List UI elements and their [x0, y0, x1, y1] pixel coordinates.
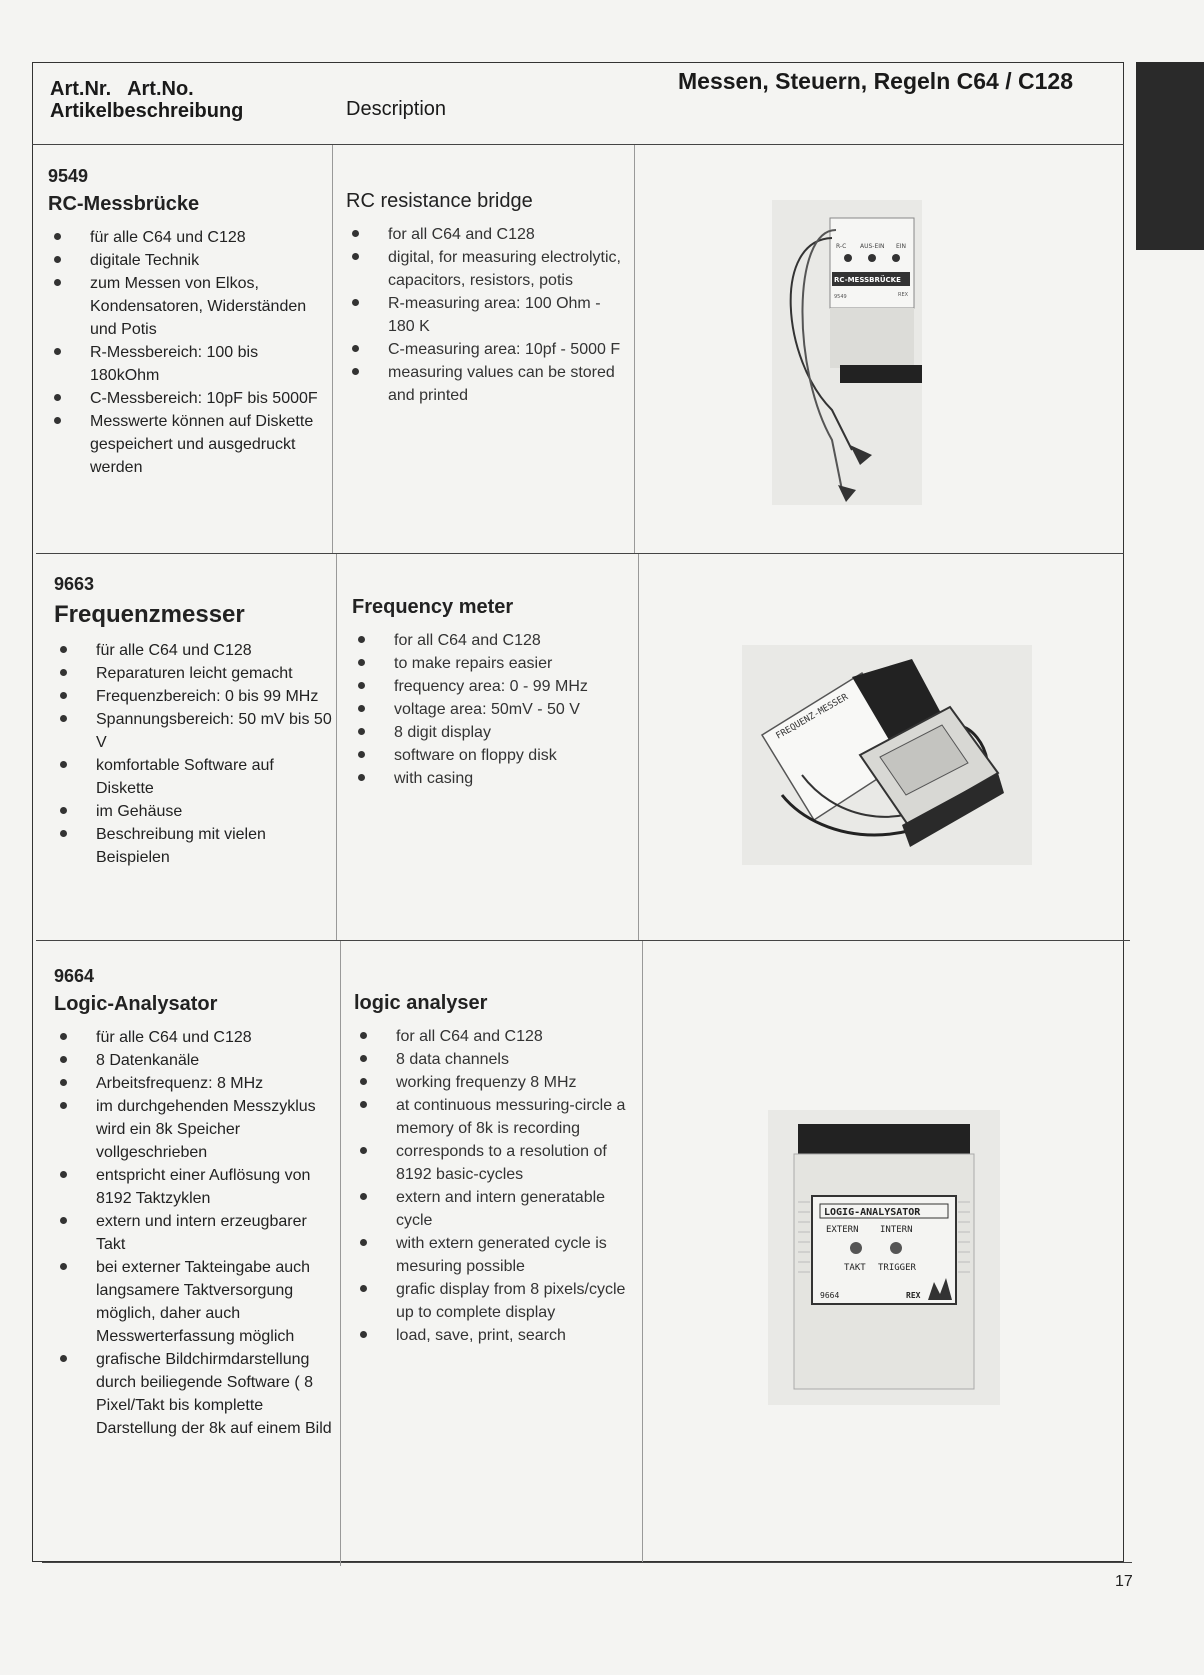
photo-label: AUS-EIN [860, 243, 885, 250]
col-divider [638, 554, 639, 940]
photo-label: FREQUENZ-MESSER [774, 692, 850, 742]
feature-de: komfortable Software auf Diskette [54, 754, 334, 800]
photo-label: REX [906, 1291, 921, 1300]
feature-en: R-measuring area: 100 Ohm - 180 K [346, 292, 626, 338]
col-divider [642, 941, 643, 1562]
feature-de: digitale Technik [48, 249, 328, 272]
header-divider [32, 144, 1124, 145]
bottom-rule [42, 1562, 1132, 1563]
row-divider-1 [36, 553, 1124, 554]
photo-label: TAKT [844, 1263, 866, 1273]
feature-de: für alle C64 und C128 [54, 1026, 338, 1049]
feature-en: digital, for measuring electrolytic, capacitors, resistors, potis [346, 246, 626, 292]
header-article-column [50, 78, 243, 122]
feature-de: Messwerte können auf Diskette gespeichert und ausgedruckt werden [48, 410, 328, 479]
feature-en: 8 data channels [354, 1048, 638, 1071]
product-title-en: Frequency meter [352, 596, 514, 618]
product-en-cell [346, 190, 626, 407]
feature-en: with casing [352, 767, 636, 790]
col-divider [336, 554, 337, 940]
feature-en: voltage area: 50mV - 50 V [352, 698, 636, 721]
photo-label: 9664 [820, 1291, 840, 1300]
product-photo-rc-bridge [772, 200, 922, 505]
header-art-no: Art.No. [127, 78, 194, 100]
feature-en: for all C64 and C128 [346, 223, 626, 246]
feature-de: 8 Datenkanäle [54, 1049, 338, 1072]
feature-en: frequency area: 0 - 99 MHz [352, 675, 636, 698]
product-title-de: Logic-Analysator [54, 993, 218, 1015]
feature-de: R-Messbereich: 100 bis 180kOhm [48, 341, 328, 387]
feature-en: for all C64 and C128 [352, 629, 636, 652]
col-divider [332, 145, 333, 553]
photo-label: 9549 [834, 294, 847, 300]
feature-de: Spannungsbereich: 50 mV bis 50 V [54, 708, 334, 754]
header-description: Description [346, 98, 447, 120]
feature-en: with extern generated cycle is mesuring possible [354, 1232, 638, 1278]
frequency-meter-illustration [742, 645, 1032, 865]
feature-de: Beschreibung mit vielen Beispielen [54, 823, 334, 869]
feature-en: grafic display from 8 pixels/cycle up to complete display [354, 1278, 638, 1324]
feature-de: für alle C64 und C128 [48, 226, 328, 249]
feature-de: extern und intern erzeugbarer Takt [54, 1210, 338, 1256]
feature-en: extern and intern generatable cycle [354, 1186, 638, 1232]
article-number: 9664 [54, 966, 95, 986]
feature-de: für alle C64 und C128 [54, 639, 334, 662]
product-title-en: RC resistance bridge [346, 190, 533, 212]
product-photo-frequency-meter [742, 645, 1032, 865]
photo-label: RC-MESSBRÜCKE [834, 276, 901, 284]
product-de-cell [54, 574, 334, 869]
logic-analyser-illustration [768, 1110, 1000, 1405]
section-tab-marker [1136, 62, 1204, 250]
feature-de: bei externer Takteingabe auch langsamere Taktversorgung möglich, daher auch Messwerterfassung möglich [54, 1256, 338, 1348]
feature-en: measuring values can be stored and printed [346, 361, 626, 407]
feature-en: software on floppy disk [352, 744, 636, 767]
feature-en: working frequenzy 8 MHz [354, 1071, 638, 1094]
section-title: Messen, Steuern, Regeln C64 / C128 [678, 68, 1073, 94]
page-number: 17 [1115, 1573, 1133, 1590]
feature-de: entspricht einer Auflösung von 8192 Taktzyklen [54, 1164, 338, 1210]
feature-en: at continuous messuring-circle a memory of 8k is recording [354, 1094, 638, 1140]
product-title-de: Frequenzmesser [54, 601, 245, 628]
feature-en: load, save, print, search [354, 1324, 638, 1347]
product-title-en: logic analyser [354, 992, 488, 1014]
col-divider [634, 145, 635, 553]
feature-en: 8 digit display [352, 721, 636, 744]
product-de-cell [54, 966, 338, 1440]
photo-label: REX [898, 292, 909, 298]
article-number: 9663 [54, 574, 95, 594]
feature-de: zum Messen von Elkos, Kondensatoren, Widerständen und Potis [48, 272, 328, 341]
feature-de: im durchgehenden Messzyklus wird ein 8k Speicher vollgeschrieben [54, 1095, 338, 1164]
feature-en: C-measuring area: 10pf - 5000 F [346, 338, 626, 361]
feature-de: Arbeitsfrequenz: 8 MHz [54, 1072, 338, 1095]
product-de-cell [48, 166, 328, 479]
header-art-nr: Art.Nr. [50, 78, 112, 100]
feature-de: Frequenzbereich: 0 bis 99 MHz [54, 685, 334, 708]
photo-label: R-C [836, 243, 847, 250]
photo-label: TRIGGER [878, 1263, 916, 1273]
product-en-cell [354, 992, 638, 1347]
header-artikelbeschreibung: Artikelbeschreibung [50, 100, 244, 122]
feature-de: Reparaturen leicht gemacht [54, 662, 334, 685]
rc-bridge-illustration [772, 200, 922, 505]
product-title-de: RC-Messbrücke [48, 193, 200, 215]
photo-label: INTERN [880, 1225, 913, 1235]
article-number: 9549 [48, 166, 89, 186]
feature-en: corresponds to a resolution of 8192 basic-cycles [354, 1140, 638, 1186]
photo-label: EXTERN [826, 1225, 859, 1235]
product-en-cell [352, 596, 636, 790]
col-divider [340, 941, 341, 1566]
photo-label: EIN [896, 243, 907, 250]
photo-label: LOGIG-ANALYSATOR [824, 1207, 921, 1218]
feature-de: grafische Bildchirmdarstellung durch beiliegende Software ( 8 Pixel/Takt bis komplette Darstellung der 8k auf einem Bild [54, 1348, 338, 1440]
feature-en: to make repairs easier [352, 652, 636, 675]
row-divider-2 [36, 940, 1130, 941]
feature-en: for all C64 and C128 [354, 1025, 638, 1048]
feature-de: im Gehäuse [54, 800, 334, 823]
product-photo-logic-analyser [768, 1110, 1000, 1405]
feature-de: C-Messbereich: 10pF bis 5000F [48, 387, 328, 410]
